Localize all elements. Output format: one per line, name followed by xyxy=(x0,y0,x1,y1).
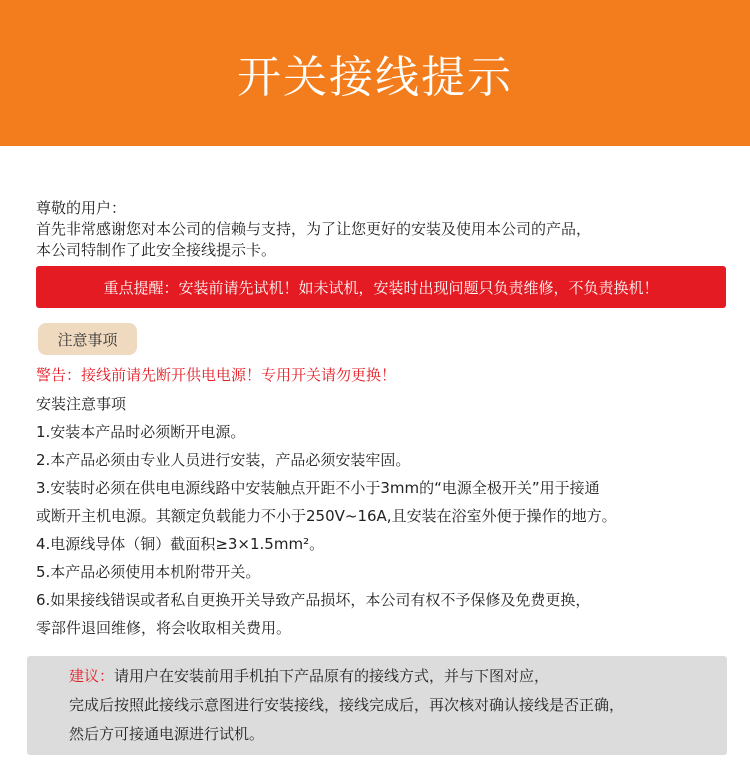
notes-tag xyxy=(38,323,137,355)
salutation: 尊敬的用户： xyxy=(36,199,127,217)
key-notice-banner xyxy=(36,266,726,308)
instruction-item: 5.本产品必须使用本机附带开关。 xyxy=(36,563,261,581)
suggestion-line-1 xyxy=(69,665,549,686)
notes-tag-label: 注意事项 xyxy=(57,330,118,349)
warning-text: 警告：接线前请先断开供电电源！专用开关请勿更换！ xyxy=(36,366,397,384)
suggestion-text-1: 请用户在安装前用手机拍下产品原有的接线方式，并与下图对应， xyxy=(114,667,550,685)
instruction-title: 安装注意事项 xyxy=(36,395,127,413)
suggestion-line-2: 完成后按照此接线示意图进行安装接线，接线完成后，再次核对确认接线是否正确， xyxy=(69,696,625,714)
instruction-item: 6.如果接线错误或者私自更换开关导致产品损坏，本公司有权不予保修及免费更换， xyxy=(36,591,591,609)
instruction-item: 2.本产品必须由专业人员进行安装，产品必须安装牢固。 xyxy=(36,451,411,469)
greeting-line-1: 首先非常感谢您对本公司的信赖与支持，为了让您更好的安装及使用本公司的产品， xyxy=(36,220,592,238)
greeting-line-2: 本公司特制作了此安全接线提示卡。 xyxy=(36,241,277,259)
instruction-item: 或断开主机电源。其额定负载能力不小于250V~16A,且安装在浴室外便于操作的地方。 xyxy=(36,507,617,525)
suggestion-label: 建议： xyxy=(69,667,115,685)
instruction-item: 1.安装本产品时必须断开电源。 xyxy=(36,423,246,441)
suggestion-line-3: 然后方可接通电源进行试机。 xyxy=(69,725,265,743)
header-banner xyxy=(0,0,750,146)
instruction-item: 4.电源线导体（铜）截面积≥3×1.5mm²。 xyxy=(36,535,325,553)
greeting-block xyxy=(36,198,726,261)
page-title: 开关接线提示 xyxy=(237,52,513,103)
suggestion-box xyxy=(27,656,727,755)
instruction-list xyxy=(36,390,736,642)
key-notice-text: 重点提醒：安装前请先试机！如未试机，安装时出现问题只负责维修，不负责换机！ xyxy=(103,278,659,297)
instruction-item: 3.安装时必须在供电电源线路中安装触点开距不小于3mm的“电源全极开关”用于接通 xyxy=(36,479,600,497)
instruction-item: 零部件退回维修，将会收取相关费用。 xyxy=(36,619,292,637)
